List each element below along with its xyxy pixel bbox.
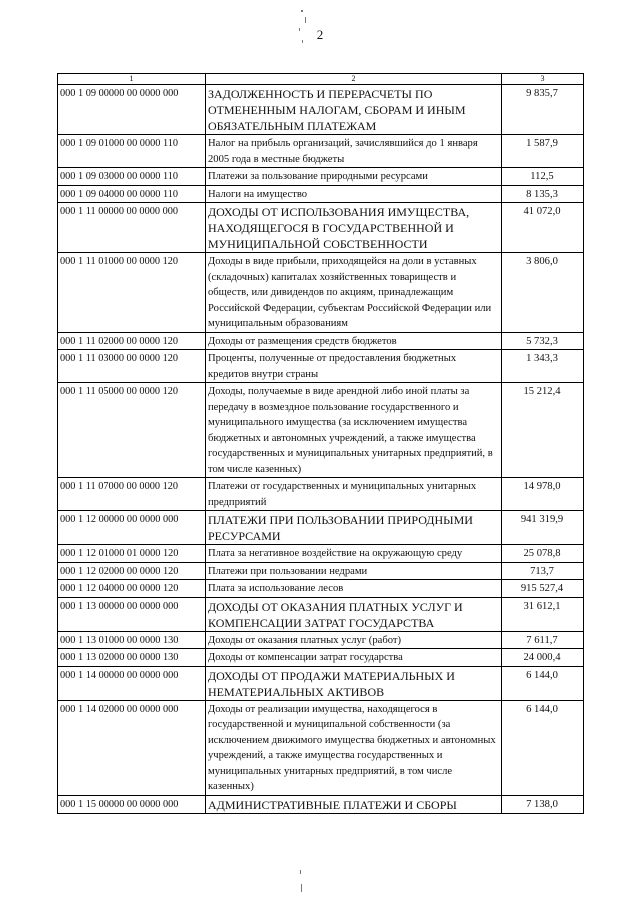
table-row <box>58 383 584 478</box>
row-amount: 112,5 <box>502 168 584 186</box>
row-name: ДОХОДЫ ОТ ПРОДАЖИ МАТЕРИАЛЬНЫХ И НЕМАТЕРИАЛЬНЫХ АКТИВОВ <box>206 666 502 700</box>
row-code: 000 1 14 00000 00 0000 000 <box>58 666 206 700</box>
table-row <box>58 795 584 813</box>
row-amount: 915 527,4 <box>502 580 584 598</box>
row-amount: 6 144,0 <box>502 700 584 795</box>
table-header-row <box>58 74 584 85</box>
row-amount: 5 732,3 <box>502 332 584 350</box>
row-name: Доходы, получаемые в виде арендной либо иной платы за передачу в возмездное пользование государственного и муниципального имущества (за исключением имущества бюджетных и автономных учреждений, а также имущества государственных и муниципальных унитарных предприятий, в том числе казенных) <box>206 383 502 478</box>
table-row <box>58 666 584 700</box>
row-amount: 15 212,4 <box>502 383 584 478</box>
row-code: 000 1 15 00000 00 0000 000 <box>58 795 206 813</box>
row-code: 000 1 12 01000 01 0000 120 <box>58 545 206 563</box>
row-name: Платежи от государственных и муниципальных унитарных предприятий <box>206 478 502 511</box>
row-name: Платежи при пользовании недрами <box>206 562 502 580</box>
row-amount: 3 806,0 <box>502 253 584 333</box>
table-row <box>58 332 584 350</box>
row-name: Плата за использование лесов <box>206 580 502 598</box>
page-number: 2 <box>316 27 324 42</box>
row-code: 000 1 11 03000 00 0000 120 <box>58 350 206 383</box>
row-amount: 24 000,4 <box>502 649 584 667</box>
table-row <box>58 580 584 598</box>
table-row <box>58 85 584 135</box>
row-code: 000 1 09 03000 00 0000 110 <box>58 168 206 186</box>
row-code: 000 1 09 00000 00 0000 000 <box>58 85 206 135</box>
row-amount: 8 135,3 <box>502 185 584 203</box>
row-name: Доходы от компенсации затрат государства <box>206 649 502 667</box>
column-header-amount: 3 <box>502 74 584 85</box>
row-name: Проценты, полученные от предоставления бюджетных кредитов внутри страны <box>206 350 502 383</box>
row-amount: 7 611,7 <box>502 631 584 649</box>
row-code: 000 1 12 04000 00 0000 120 <box>58 580 206 598</box>
row-code: 000 1 09 04000 00 0000 110 <box>58 185 206 203</box>
row-name: ДОХОДЫ ОТ ОКАЗАНИЯ ПЛАТНЫХ УСЛУГ И КОМПЕНСАЦИИ ЗАТРАТ ГОСУДАРСТВА <box>206 597 502 631</box>
table-row <box>58 203 584 253</box>
table-row <box>58 631 584 649</box>
table-row <box>58 185 584 203</box>
row-amount: 14 978,0 <box>502 478 584 511</box>
row-amount: 6 144,0 <box>502 666 584 700</box>
row-amount: 31 612,1 <box>502 597 584 631</box>
row-code: 000 1 09 01000 00 0000 110 <box>58 135 206 168</box>
row-name: Налог на прибыль организаций, зачислявшийся до 1 января 2005 года в местные бюджеты <box>206 135 502 168</box>
table-row <box>58 649 584 667</box>
row-amount: 941 319,9 <box>502 511 584 545</box>
row-code: 000 1 12 00000 00 0000 000 <box>58 511 206 545</box>
scan-mark <box>301 10 303 12</box>
table-row <box>58 168 584 186</box>
row-code: 000 1 11 02000 00 0000 120 <box>58 332 206 350</box>
table-row <box>58 545 584 563</box>
table-row <box>58 562 584 580</box>
column-header-name: 2 <box>206 74 502 85</box>
row-name: Доходы в виде прибыли, приходящейся на доли в уставных (складочных) капиталах хозяйственных товариществ и обществ, или дивидендов по акциям, принадлежащим Российской Федерации, субъектам Российской Федерации или муниципальным образованиям <box>206 253 502 333</box>
row-code: 000 1 11 00000 00 0000 000 <box>58 203 206 253</box>
row-amount: 7 138,0 <box>502 795 584 813</box>
revenue-table <box>57 73 584 814</box>
scan-mark <box>300 870 301 874</box>
table-row <box>58 700 584 795</box>
row-amount: 1 587,9 <box>502 135 584 168</box>
row-name: АДМИНИСТРАТИВНЫЕ ПЛАТЕЖИ И СБОРЫ <box>206 795 502 813</box>
row-code: 000 1 13 02000 00 0000 130 <box>58 649 206 667</box>
row-amount: 9 835,7 <box>502 85 584 135</box>
row-amount: 1 343,3 <box>502 350 584 383</box>
column-header-code: 1 <box>58 74 206 85</box>
row-code: 000 1 13 00000 00 0000 000 <box>58 597 206 631</box>
row-name: Платежи за пользование природными ресурсами <box>206 168 502 186</box>
row-code: 000 1 11 07000 00 0000 120 <box>58 478 206 511</box>
table-row <box>58 350 584 383</box>
scan-mark <box>305 17 306 23</box>
table-row <box>58 135 584 168</box>
table-row <box>58 511 584 545</box>
table-row <box>58 478 584 511</box>
row-code: 000 1 11 01000 00 0000 120 <box>58 253 206 333</box>
row-code: 000 1 12 02000 00 0000 120 <box>58 562 206 580</box>
table-row <box>58 597 584 631</box>
row-name: ПЛАТЕЖИ ПРИ ПОЛЬЗОВАНИИ ПРИРОДНЫМИ РЕСУРСАМИ <box>206 511 502 545</box>
row-amount: 25 078,8 <box>502 545 584 563</box>
row-name: Плата за негативное воздействие на окружающую среду <box>206 545 502 563</box>
row-name: Доходы от оказания платных услуг (работ) <box>206 631 502 649</box>
row-name: Налоги на имущество <box>206 185 502 203</box>
scan-mark <box>301 884 302 892</box>
row-code: 000 1 14 02000 00 0000 000 <box>58 700 206 795</box>
row-name: ЗАДОЛЖЕННОСТЬ И ПЕРЕРАСЧЕТЫ ПО ОТМЕНЕННЫМ НАЛОГАМ, СБОРАМ И ИНЫМ ОБЯЗАТЕЛЬНЫМ ПЛАТЕЖАМ <box>206 85 502 135</box>
row-name: Доходы от реализации имущества, находящегося в государственной и муниципальной собственности (за исключением движимого имущества бюджетных и автономных учреждений, а также имущества государственных и муниципальных унитарных предприятий, в том числе казенных) <box>206 700 502 795</box>
row-code: 000 1 13 01000 00 0000 130 <box>58 631 206 649</box>
table-row <box>58 253 584 333</box>
row-amount: 41 072,0 <box>502 203 584 253</box>
row-amount: 713,7 <box>502 562 584 580</box>
row-code: 000 1 11 05000 00 0000 120 <box>58 383 206 478</box>
row-name: ДОХОДЫ ОТ ИСПОЛЬЗОВАНИЯ ИМУЩЕСТВА, НАХОДЯЩЕГОСЯ В ГОСУДАРСТВЕННОЙ И МУНИЦИПАЛЬНОЙ СОБСТВЕННОСТИ <box>206 203 502 253</box>
row-name: Доходы от размещения средств бюджетов <box>206 332 502 350</box>
